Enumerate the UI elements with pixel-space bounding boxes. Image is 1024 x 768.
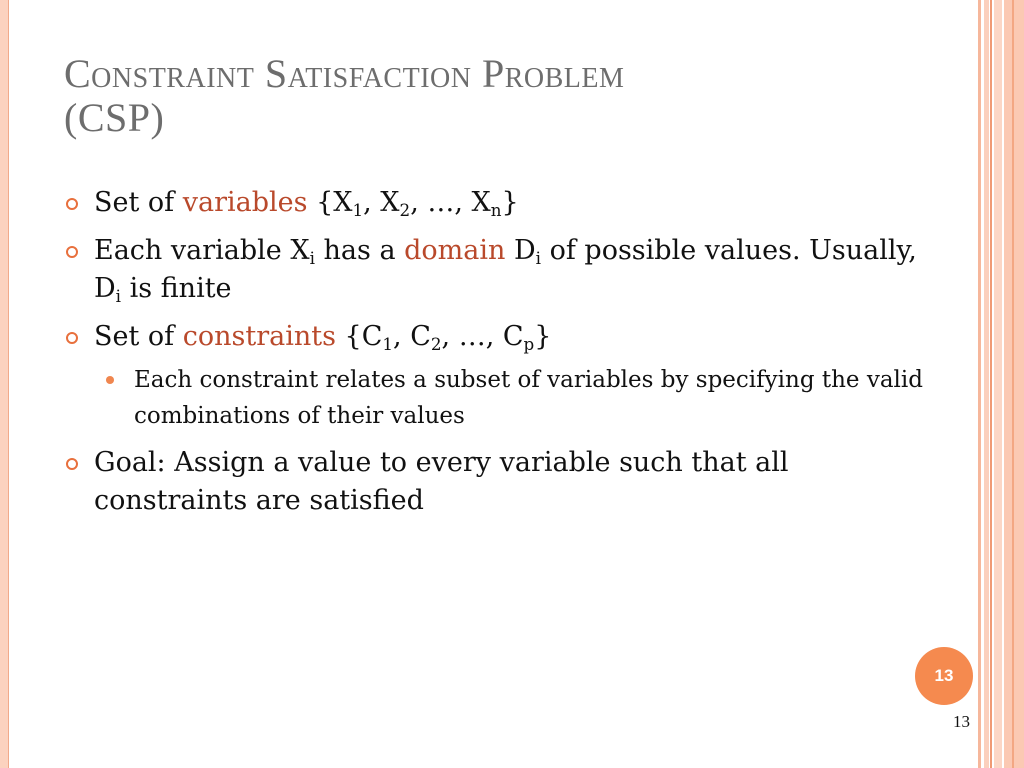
slide-number-badge: 13 <box>915 647 973 705</box>
sub-bullet-constraint-definition: Each constraint relates a subset of variables by specifying the valid combinations of their values <box>64 362 944 434</box>
ring-bullet-icon <box>66 332 78 344</box>
bullet-domain: Each variable $X_i$ has a domain $D_i$ of possible values. Usually, $D_i$ is finite <box>64 232 944 308</box>
page-number: 13 <box>953 712 970 731</box>
slide-title <box>64 52 954 140</box>
ring-bullet-icon <box>66 198 78 210</box>
term-domain: domain <box>404 235 506 266</box>
right-stripe-decoration <box>984 0 989 768</box>
ring-bullet-icon <box>66 458 78 470</box>
slide-title-line-1: Constraint Satisfaction Problem <box>64 51 625 96</box>
bullet-goal: Goal: Assign a value to every variable such that all constraints are satisfied <box>64 444 944 520</box>
right-stripe-decoration <box>978 0 981 768</box>
bullet-list <box>64 184 944 530</box>
right-stripe-decoration <box>994 0 1002 768</box>
dot-bullet-icon <box>106 376 114 384</box>
term-constraints: constraints <box>182 321 336 352</box>
bullet-constraints: Set of constraints {$C_1$, $C_2$, …, $C_p$} <box>64 318 944 356</box>
right-stripe-decoration <box>990 0 992 768</box>
term-variables: variables <box>182 187 308 218</box>
right-stripe-decoration <box>1012 0 1014 768</box>
slide-title-line-2: (CSP) <box>64 95 165 140</box>
bullet-variables: Set of variables {$X_1$, $X_2$, …, $X_n$} <box>64 184 944 222</box>
ring-bullet-icon <box>66 246 78 258</box>
left-border-decoration <box>0 0 9 768</box>
right-stripe-decoration <box>1004 0 1024 768</box>
